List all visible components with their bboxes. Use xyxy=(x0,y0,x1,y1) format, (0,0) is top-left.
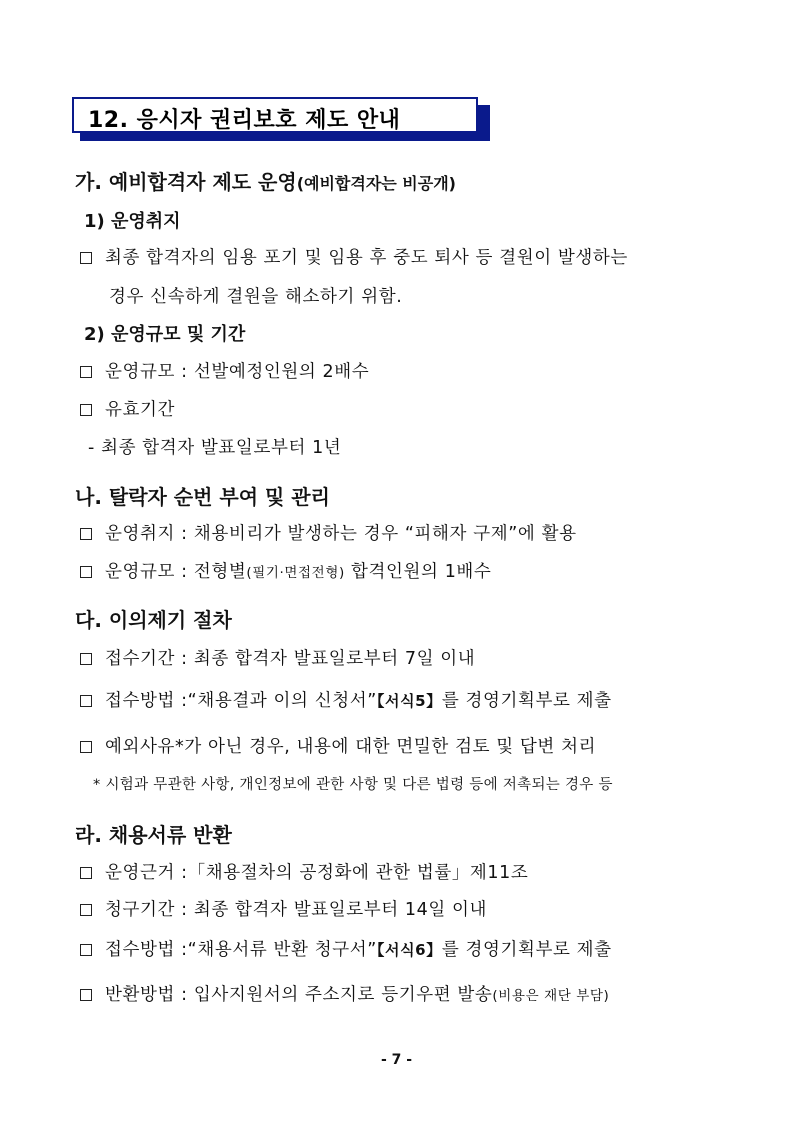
checkbox-square-icon xyxy=(80,252,92,264)
list-detail: - 최종 합격자 발표일로부터 1년 xyxy=(88,438,342,458)
list-item xyxy=(80,733,596,758)
form-reference: 【서식6】 xyxy=(376,941,442,959)
list-item-text: 운영규모 : 전형별 xyxy=(105,562,247,582)
checkbox-square-icon xyxy=(80,741,92,753)
list-item-text: 운영근거 :「채용절차의 공정화에 관한 법률」제11조 xyxy=(105,863,529,883)
list-item-text: 최종 합격자의 임용 포기 및 임용 후 중도 퇴사 등 결원이 발생하는 xyxy=(105,248,628,268)
list-item-text-end: 합격인원의 1배수 xyxy=(344,562,492,582)
list-item xyxy=(80,244,628,269)
heading-ga xyxy=(75,166,456,195)
checkbox-square-icon xyxy=(80,867,92,879)
list-item xyxy=(80,687,612,712)
list-item xyxy=(80,396,175,421)
list-item-text: 운영규모 : 선발예정인원의 2배수 xyxy=(105,362,370,382)
checkbox-square-icon xyxy=(80,528,92,540)
list-item-note: (비용은 재단 부담) xyxy=(492,988,610,1004)
footnote: * 시험과 무관한 사항, 개인정보에 관한 사항 및 다른 법령 등에 저촉되는 경우 등 xyxy=(93,777,613,793)
list-item-text: 접수기간 : 최종 합격자 발표일로부터 7일 이내 xyxy=(105,649,476,669)
list-item xyxy=(80,520,577,545)
list-item-text-end: 를 경영기획부로 제출 xyxy=(441,691,612,711)
section-title-box xyxy=(72,97,492,143)
checkbox-square-icon xyxy=(80,404,92,416)
page-number: - 7 - xyxy=(380,1052,413,1068)
title-frame xyxy=(72,97,478,133)
page-title: 12. 응시자 권리보호 제도 안내 xyxy=(88,108,401,133)
checkbox-square-icon xyxy=(80,989,92,1001)
list-item xyxy=(80,558,491,583)
list-item-text: 반환방법 : 입사지원서의 주소지로 등기우편 발송 xyxy=(105,985,493,1005)
list-item xyxy=(80,936,612,961)
checkbox-square-icon xyxy=(80,653,92,665)
list-item-text: 청구기간 : 최종 합격자 발표일로부터 14일 이내 xyxy=(105,900,488,920)
checkbox-square-icon xyxy=(80,366,92,378)
list-item-text: 예외사유*가 아닌 경우, 내용에 대한 면밀한 검토 및 답변 처리 xyxy=(105,737,597,757)
list-item-text: 접수방법 :“채용결과 이의 신청서” xyxy=(105,691,377,711)
checkbox-square-icon xyxy=(80,695,92,707)
list-item-text: 운영취지 : 채용비리가 발생하는 경우 “피해자 구제”에 활용 xyxy=(105,524,577,544)
subheading-purpose: 1) 운영취지 xyxy=(84,211,181,232)
list-item xyxy=(80,358,369,383)
heading-ra: 라. 채용서류 반환 xyxy=(75,823,232,847)
checkbox-square-icon xyxy=(80,944,92,956)
list-item xyxy=(80,896,487,921)
checkbox-square-icon xyxy=(80,904,92,916)
list-item xyxy=(80,645,475,670)
list-item xyxy=(80,981,609,1006)
list-item-continuation: 경우 신속하게 결원을 해소하기 위함. xyxy=(109,287,403,307)
checkbox-square-icon xyxy=(80,566,92,578)
list-item-text: 유효기간 xyxy=(105,400,176,420)
heading-ga-text: 가. 예비합격자 제도 운영 xyxy=(75,170,297,194)
list-item-text-end: 를 경영기획부로 제출 xyxy=(441,940,612,960)
form-reference: 【서식5】 xyxy=(376,692,442,710)
heading-ga-note: (예비합격자는 비공개) xyxy=(296,174,456,193)
subheading-scale-period: 2) 운영규모 및 기간 xyxy=(84,324,246,345)
heading-da: 다. 이의제기 절차 xyxy=(75,608,232,632)
list-item xyxy=(80,859,528,884)
list-item-note: (필기·면접전형) xyxy=(246,565,345,581)
list-item-text: 접수방법 :“채용서류 반환 청구서” xyxy=(105,940,377,960)
heading-na: 나. 탈락자 순번 부여 및 관리 xyxy=(75,485,330,509)
